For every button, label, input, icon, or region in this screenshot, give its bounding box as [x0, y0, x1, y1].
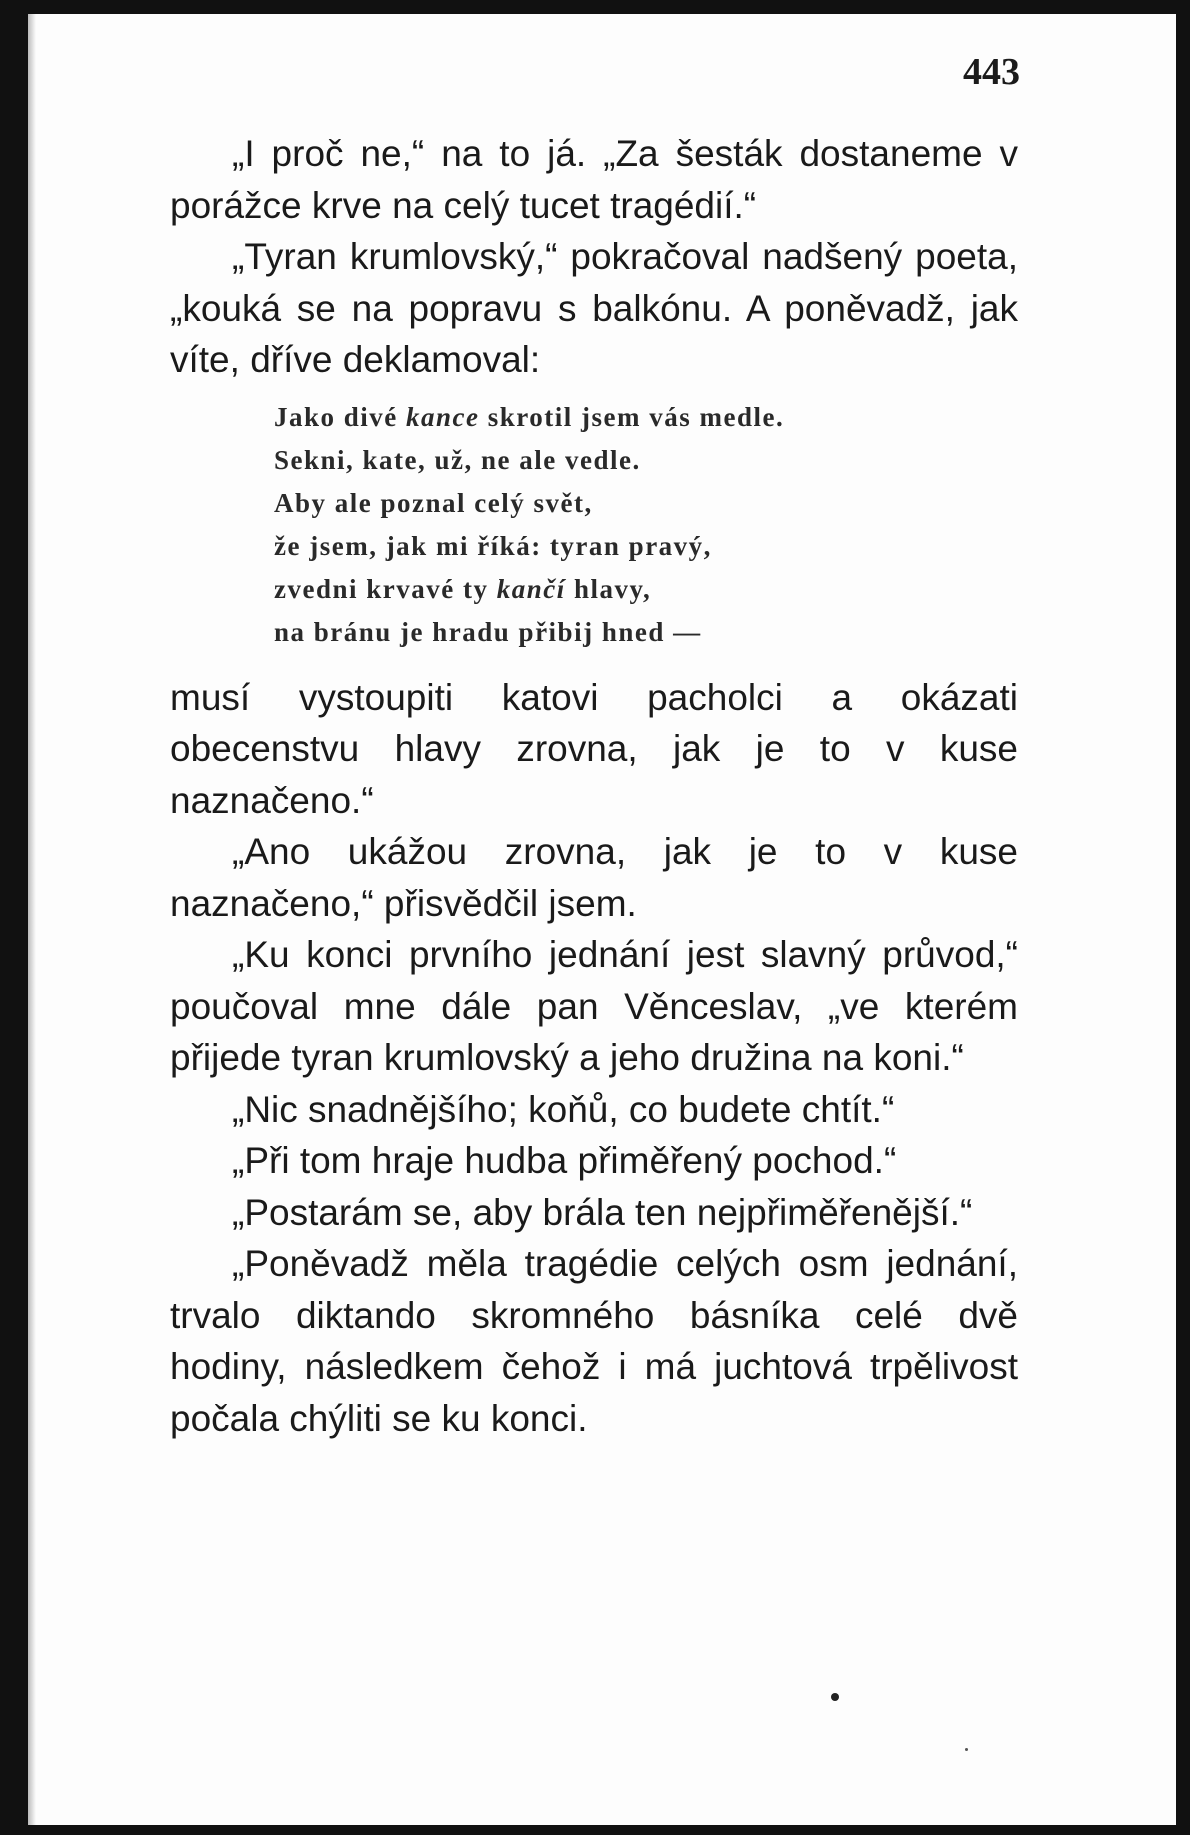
verse-line: Aby ale poznal celý svět,: [274, 487, 593, 518]
paragraph-6: „Při tom hraje hudba přiměřený pochod.“: [232, 1140, 897, 1181]
paragraph-4: „Ku konci prvního jednání jest slavný průvod,“ poučoval mne dále pan Věnceslav, „ve kterém přijede tyran krumlovský a jeho družina na koni.“: [170, 934, 1018, 1078]
paragraph-1: „I proč ne,“ na to já. „Za šesták dostaneme v porážce krve na celý tucet tragédií.“: [170, 133, 1018, 226]
paragraph-7: „Postarám se, aby brála ten nejpřiměřenější.“: [232, 1191, 973, 1233]
paragraph-3: „Ano ukážou zrovna, jak je to v kuse naznačeno,“ přisvědčil jsem.: [170, 831, 1018, 924]
ink-speck: [965, 1748, 968, 1751]
verse-quote: [274, 396, 1018, 654]
paragraph-continuation: musí vystoupiti katovi pacholci a okázati obecenstvu hlavy zrovna, jak je to v kuse naznačeno.“: [170, 676, 1018, 821]
ink-speck: [831, 1693, 839, 1701]
page-gutter-shadow: [28, 14, 36, 1825]
page-number: 443: [963, 51, 1020, 93]
paragraph-5: „Nic snadnějšího; koňů, co budete chtít.“: [232, 1088, 895, 1130]
verse-line: že jsem, jak mi říká: tyran pravý,: [274, 530, 712, 561]
verse-line: Sekni, kate, už, ne ale vedle.: [274, 444, 641, 475]
verse-line: zvedni krvavé ty kančí hlavy,: [274, 573, 652, 604]
verse-line: Jako divé kance skrotil jsem vás medle.: [274, 401, 785, 432]
paragraph-2: „Tyran krumlovský,“ pokračoval nadšený poeta, „kouká se na popravu s balkónu. A poněvadž, jak víte, dříve deklamoval:: [170, 236, 1018, 380]
body-text: [170, 128, 1018, 1444]
verse-line: na bránu je hradu přibij hned —: [274, 616, 702, 647]
paragraph-8: „Poněvadž měla tragédie celých osm jednání, trvalo diktando skromného básníka celé dvě hodiny, následkem čehož i má juchtová trpělivost počala chýliti se ku konci.: [170, 1243, 1018, 1439]
